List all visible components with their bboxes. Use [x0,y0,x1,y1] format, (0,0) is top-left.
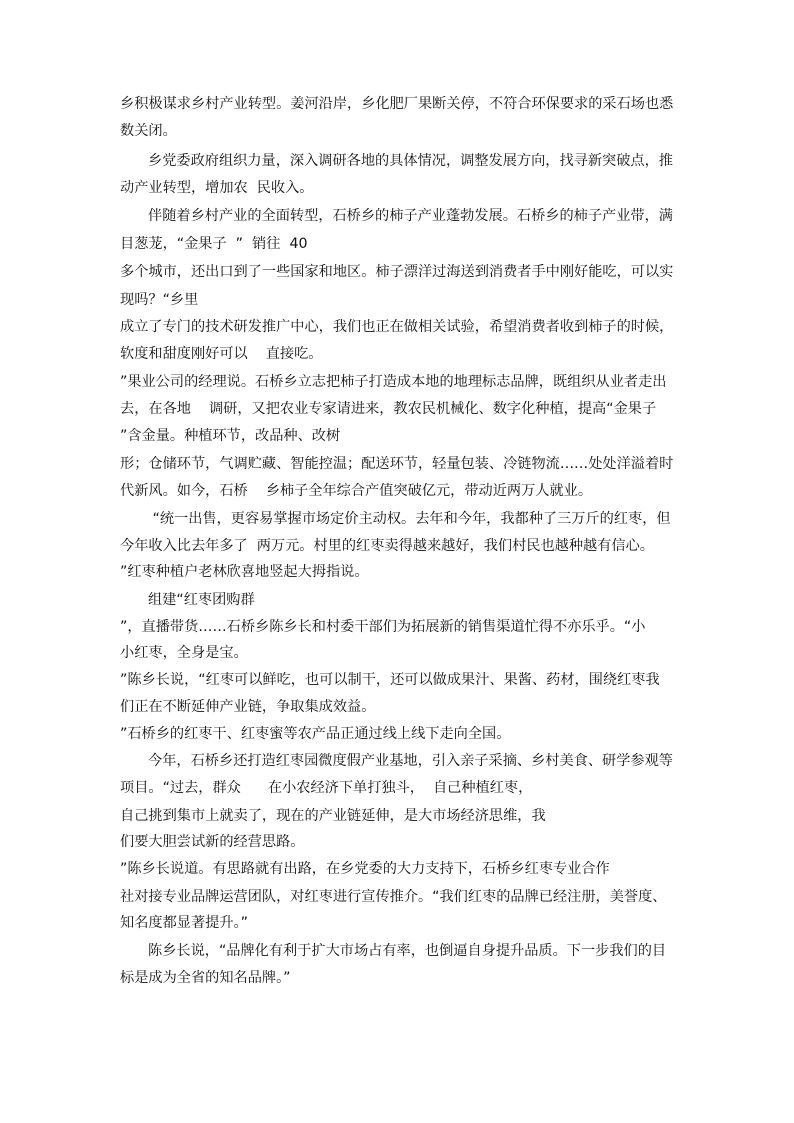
text-line: 标是成为全省的知名品牌。” [120,970,291,986]
text-line: ”红枣种植户老林欣喜地竖起大拇指说。 [120,564,369,580]
text-line: “统一出售，更容易掌握市场定价主动权。去年和今年，我都种了三万斤的红枣，但 [148,511,671,527]
text-line: 数关闭。 [120,123,177,139]
text-line: 组建“红枣团购群 [148,592,255,608]
text-line: 乡积极谋求乡村产业转型。姜河沿岸，乡化肥厂果断关停，不符合环保要求的采石场也悉 [120,96,674,112]
text-line: 今年收入比去年多了 两万元。村里的红枣卖得越来越好，我们村民也越种越有信心。 [120,538,654,554]
text-line: 社对接专业品牌运营团队，对红枣进行宣传推介。“我们红枣的品牌已经注册，美誉度、 [120,889,667,905]
text-line: ”陈乡长说，“红枣可以鲜吃，也可以制干，还可以做成果汁、果酱、药材，围绕红枣我 [120,672,660,688]
text-line: 们要大胆尝试新的经营思路。 [120,834,305,850]
text-line: 今年，石桥乡还打造红枣园微度假产业基地，引入亲子采摘、乡村美食、研学参观等 [148,753,673,769]
text-line: 代新风。如今，石桥 乡柿子全年综合产值突破亿元，带动近两万人就业。 [120,483,593,499]
text-line: 自己挑到集市上就卖了，现在的产业链延伸，是大市场经济思维，我 [120,808,546,824]
text-line: 们正在不断延伸产业链，争取集成效益。 [120,699,376,715]
text-line: 陈乡长说，“品牌化有利于扩大市场占有率，也倒逼自身提升品质。下一步我们的目 [148,943,667,959]
text-line: 去，在各地 调研，又把农业专家请进来，教农民机械化、数字化种植，提高“金果子 [120,401,657,417]
text-line: 现吗？“乡里 [120,292,199,308]
text-line: ”，直播带货……石桥乡陈乡长和村委干部们为拓展新的销售渠道忙得不亦乐乎。“小 [120,619,646,635]
text-line: 伴随着乡村产业的全面转型，石桥乡的柿子产业蓬勃发展。石桥乡的柿子产业带，满 [148,208,673,224]
text-line: 多个城市，还出口到了一些国家和地区。柿子漂洋过海送到消费者手中刚好能吃，可以实 [120,264,674,280]
text-line: 成立了专门的技术研发推广中心，我们也正在做相关试验，希望消费者收到柿子的时候， [120,319,674,335]
text-line: 软度和甜度刚好可以 直接吃。 [120,346,323,362]
text-line: 知名度都显著提升。” [120,915,248,931]
text-line: 小红枣，全身是宝。 [120,645,248,661]
text-line: 形；仓储环节，气调贮藏、智能控温；配送环节，轻量包装、冷链物流……处处洋溢着时 [120,456,674,472]
text-line: ”果业公司的经理说。石桥乡立志把柿子打造成本地的地理标志品牌，既组织从业者走出 [120,374,667,390]
text-line: ”含金量。种植环节，改品种、改树 [120,428,341,444]
text-line: 乡党委政府组织力量，深入调研各地的具体情况，调整发展方向，找寻新突破点，推 [148,153,673,169]
text-line: ”陈乡长说道。有思路就有出路，在乡党委的大力支持下，石桥乡红枣专业合作 [120,861,610,877]
text-line: 目葱茏，“金果子 ” 销往 40 [120,236,308,252]
text-line: 项目。“过去，群众 在小农经济下单打独斗， 自己种植红枣， [120,780,533,796]
text-line: 动产业转型，增加农 民收入。 [120,180,314,196]
text-line: ”石桥乡的红枣干、红枣蜜等农产品正通过线上线下走向全国。 [120,726,511,742]
